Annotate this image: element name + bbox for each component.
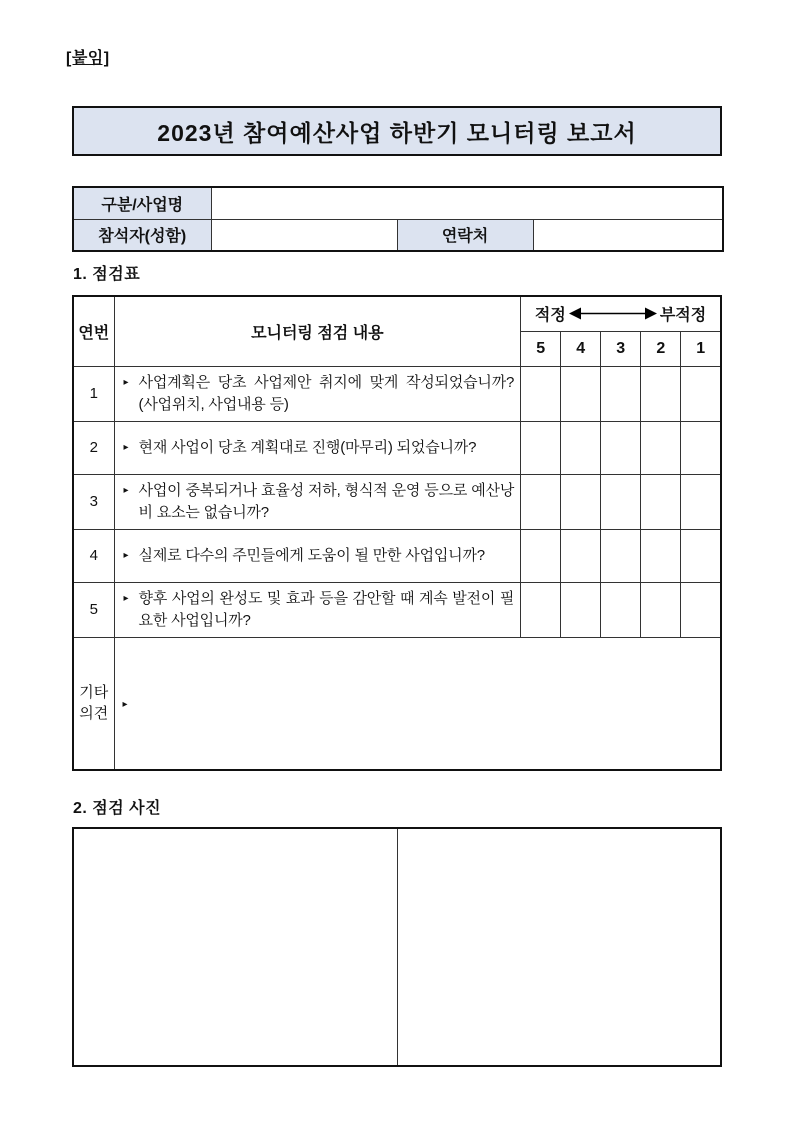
photo-row [73, 828, 721, 1066]
row-number: 5 [73, 582, 114, 637]
row-question [114, 582, 521, 637]
rating-cell[interactable] [521, 529, 561, 582]
bullet-icon: ▸ [122, 699, 128, 711]
row-question [114, 474, 521, 529]
rating-cell[interactable] [561, 582, 601, 637]
contact-value-field[interactable] [533, 219, 723, 251]
rating-cell[interactable] [681, 366, 721, 421]
row-question [114, 421, 521, 474]
bullet-icon: ▸ [123, 484, 129, 496]
question-text: 향후 사업의 완성도 및 효과 등을 감안할 때 계속 발전이 필요한 사업입니까? [138, 589, 515, 629]
rating-cell[interactable] [561, 474, 601, 529]
rating-cell[interactable] [641, 529, 681, 582]
checklist-row [73, 366, 721, 421]
question-text: 현재 사업이 당초 계획대로 진행(마무리) 되었습니까? [138, 438, 477, 456]
rating-value-header: 4 [561, 331, 601, 366]
checklist-row [73, 421, 721, 474]
rating-cell[interactable] [681, 421, 721, 474]
rating-cell[interactable] [601, 421, 641, 474]
row-number: 1 [73, 366, 114, 421]
row-number: 3 [73, 474, 114, 529]
checklist-row [73, 529, 721, 582]
checklist-row [73, 582, 721, 637]
rating-cell[interactable] [521, 366, 561, 421]
rating-value-header: 3 [601, 331, 641, 366]
other-opinion-field[interactable] [114, 637, 721, 770]
double-arrow-icon [568, 307, 658, 320]
rating-cell[interactable] [561, 421, 601, 474]
rating-cell[interactable] [521, 582, 561, 637]
photo-placeholder-left[interactable] [73, 828, 397, 1066]
attendee-value-field[interactable] [211, 219, 397, 251]
rating-cell[interactable] [641, 474, 681, 529]
photos-section-heading: 2. 점검 사진 [73, 800, 162, 817]
project-info-table [72, 186, 724, 252]
rating-cell[interactable] [681, 582, 721, 637]
rating-cell[interactable] [561, 366, 601, 421]
column-header-content: 모니터링 점검 내용 [114, 296, 521, 366]
rating-cell[interactable] [601, 529, 641, 582]
row-number: 2 [73, 421, 114, 474]
rating-value-header: 2 [641, 331, 681, 366]
row-number: 4 [73, 529, 114, 582]
row-question [114, 366, 521, 421]
category-label: 구분/사업명 [73, 187, 211, 219]
question-text: 사업이 중복되거나 효율성 저하, 형식적 운영 등으로 예산낭비 요소는 없습니까? [138, 481, 515, 521]
report-title: 2023년 참여예산사업 하반기 모니터링 보고서 [157, 119, 637, 146]
photo-placeholder-right[interactable] [397, 828, 721, 1066]
info-row-attendee [73, 219, 723, 251]
checklist-section-heading: 1. 점검표 [73, 266, 141, 283]
bullet-icon: ▸ [123, 376, 129, 388]
rating-cell[interactable] [521, 421, 561, 474]
other-opinion-label: 기타의견 [73, 637, 114, 770]
attachment-label: [붙임] [66, 50, 110, 67]
column-header-number: 연번 [73, 296, 114, 366]
bullet-icon: ▸ [123, 549, 129, 561]
rating-cell[interactable] [681, 474, 721, 529]
rating-scale-header [521, 296, 721, 331]
rating-value-header: 5 [521, 331, 561, 366]
question-text: 실제로 다수의 주민들에게 도움이 될 만한 사업입니까? [138, 546, 485, 564]
rating-cell[interactable] [601, 474, 641, 529]
bullet-icon: ▸ [123, 441, 129, 453]
info-row-category [73, 187, 723, 219]
rating-cell[interactable] [641, 366, 681, 421]
category-value-field[interactable] [211, 187, 723, 219]
rating-value-header: 1 [681, 331, 721, 366]
scale-left-label: 적정 [534, 307, 566, 325]
rating-cell[interactable] [521, 474, 561, 529]
rating-cell[interactable] [601, 366, 641, 421]
checklist-table [72, 295, 722, 771]
contact-label: 연락처 [397, 219, 533, 251]
bullet-icon: ▸ [123, 592, 129, 604]
checklist-row [73, 474, 721, 529]
rating-cell[interactable] [561, 529, 601, 582]
rating-cell[interactable] [641, 582, 681, 637]
rating-cell[interactable] [601, 582, 641, 637]
rating-cell[interactable] [641, 421, 681, 474]
checklist-header-row [73, 296, 721, 331]
inspection-photo-table [72, 827, 722, 1067]
row-question [114, 529, 521, 582]
question-text: 사업계획은 당초 사업제안 취지에 맞게 작성되었습니까? (사업위치, 사업내용 등) [138, 373, 515, 413]
other-opinion-row [73, 637, 721, 770]
report-title-banner [72, 106, 722, 156]
rating-cell[interactable] [681, 529, 721, 582]
scale-right-label: 부적정 [659, 307, 707, 325]
attendee-label: 참석자(성함) [73, 219, 211, 251]
